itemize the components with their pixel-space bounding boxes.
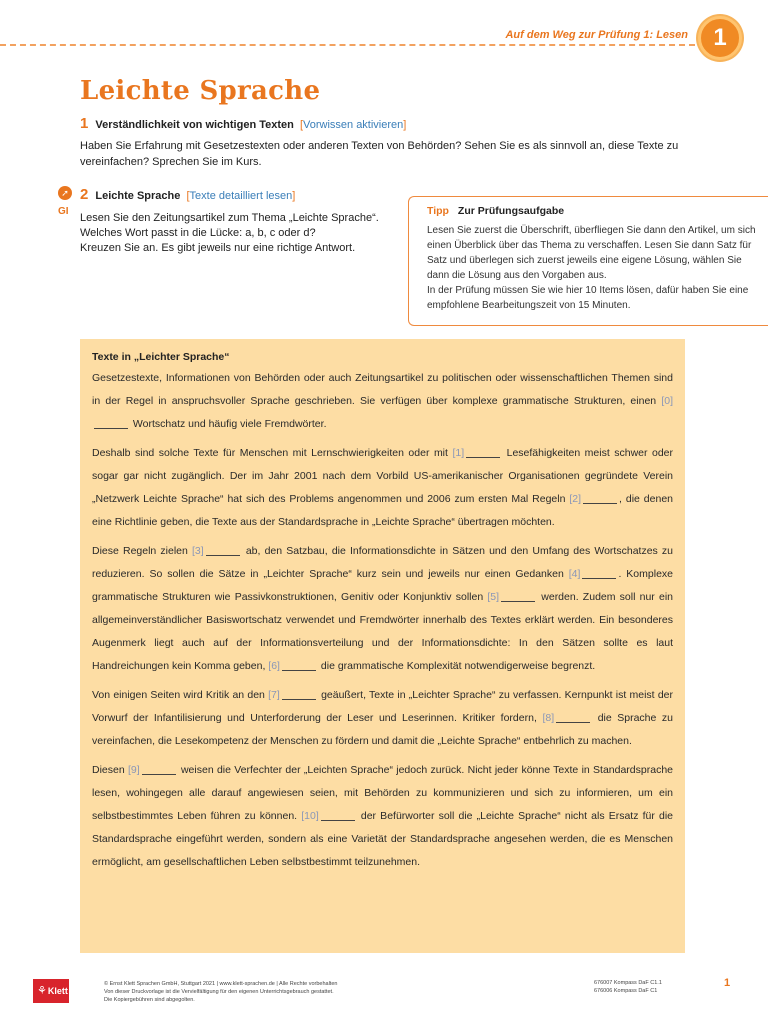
task-number: 1	[80, 115, 89, 132]
tipp-box	[408, 196, 768, 326]
instruction-line: Kreuzen Sie an. Es gibt jeweils nur eine richtige Antwort.	[80, 242, 356, 254]
task-tag-text: Texte detailliert lesen	[189, 190, 293, 202]
copyright-line: Von dieser Druckvorlage ist die Vervielfältigung für den eigenen Unterrichtsgebrauch gestattet.	[104, 989, 334, 995]
article-title: Texte in „Leichter Sprache“	[92, 351, 230, 363]
paragraph-text: Gesetzestexte, Informationen von Behörden oder auch Zeitungsartikel zu politischen oder wissenschaftlichen Themen sind in der Regel in anspruchsvoller Sprache geschrieben. Sie verfügen über komplexe grammatische Strukturen, einen	[92, 372, 673, 407]
gap-number: [8]	[542, 712, 555, 724]
gap-number: [5]	[487, 591, 500, 603]
gap-blank	[582, 570, 616, 579]
product-code: 676006 Kompass DaF C1	[594, 988, 658, 994]
paragraph-text: geäußert, Texte in „Leichter Sprache“ zu verfassen. Kernpunkt ist meist der Vorwurf der Infantilisierung und Unterforderung der Leser und Leserinnen. Kritiker fordern,	[92, 689, 673, 724]
paragraph-text: ab, den Satzbau, die Informationsdichte in Sätzen und den Umfang des Wortschatzes zu reduzieren. So sollen die Sätze in „Leichter Sprache“ kurz sein und jeweils nur einen Gedanken	[92, 545, 674, 580]
gap-blank	[94, 420, 128, 429]
gap-blank	[466, 449, 500, 458]
task-tag-text: Vorwissen aktivieren	[303, 119, 404, 131]
task-2-heading	[80, 186, 295, 203]
footer-codes	[594, 979, 662, 995]
footer-copyright	[104, 980, 424, 1004]
task-number: 2	[80, 186, 89, 203]
gap-blank	[142, 766, 176, 775]
tipp-header	[427, 205, 758, 217]
gap-blank	[321, 812, 355, 821]
gap-number: [0]	[661, 395, 673, 407]
task-1-instructions: Haben Sie Erfahrung mit Gesetzestexten oder anderen Texten von Behörden? Sehen Sie es als sinnvoll an, diese Texte zu vereinfachen? Sprechen Sie im Kurs.	[80, 140, 679, 168]
copyright-line: Die Kopiergebühren sind abgegolten.	[104, 997, 195, 1003]
gap-blank	[556, 714, 590, 723]
gap-blank	[206, 547, 240, 556]
paragraph-text: Lesefähigkeiten meist schwer oder sogar gar nicht zugänglich. Der im Jahr 2001 nach dem Vorbild US-amerikanischer Organisationen gegründete Verein „Netzwerk Leichte Sprache“ hat sich des Problems angenommen und 2006 zum ersten Mal Regeln	[92, 447, 674, 505]
klett-logo-icon: ⚘	[37, 985, 47, 997]
tipp-label: Tipp	[427, 205, 449, 217]
gi-label: GI	[58, 206, 69, 217]
paragraph-text: Diesen	[92, 764, 125, 776]
paragraph-text: Von einigen Seiten wird Kritik an den	[92, 689, 265, 701]
article-paragraph	[92, 759, 673, 874]
article-paragraph	[92, 684, 673, 753]
gap-blank	[501, 593, 535, 602]
copyright-line: © Ernst Klett Sprachen GmbH, Stuttgart 2021 | www.klett-sprachen.de | Alle Rechte vorbehalten	[104, 981, 338, 987]
paragraph-text: werden. Zudem soll nur ein allgemeinverständlicher Basiswortschatz verwendet und Fremdwörter innerhalb des Textes erklärt werden. Ein besonderes Augenmerk liegt auch auf der Informationsverteilung und der Informationsdichte: In den Sätzen sollte es laut Handreichungen kein Komma geben,	[92, 591, 674, 672]
instruction-line: Lesen Sie den Zeitungsartikel zum Thema „Leichte Sprache“.	[80, 212, 379, 224]
section-header: Auf dem Weg zur Prüfung 1: Lesen	[505, 29, 688, 41]
product-code: 676007 Kompass DaF C1.1	[594, 980, 662, 986]
paragraph-text: Wortschatz und häufig viele Fremdwörter.	[132, 418, 327, 430]
article-paragraph	[92, 442, 673, 534]
gap-blank	[583, 495, 617, 504]
paragraph-text: . Komplexe grammatische Strukturen wie Passivkonstruktionen, Genitiv oder Konjunktiv sollen	[92, 568, 673, 603]
tipp-title: Zur Prüfungsaufgabe	[457, 205, 565, 217]
gap-number: [7]	[268, 689, 280, 701]
gap-number: [9]	[127, 764, 140, 776]
tipp-text: Lesen Sie zuerst die Überschrift, überfliegen Sie dann den Artikel, um sich einen Überblick über das Thema zu verschaffen. Lesen Sie dann Satz für Satz und überlegen sich zuerst jeweils eine eigene Lösung, wählen Sie dann die Lösung aus den Vorgaben aus.	[427, 225, 756, 281]
paragraph-text: , die denen eine Richtlinie geben, die Texte aus der Standardsprache in „Leichte Sprache“ übertragen möchten.	[92, 493, 673, 528]
gap-number: [1]	[452, 447, 465, 459]
gap-number: [2]	[569, 493, 582, 505]
article-box	[80, 339, 685, 953]
chapter-badge: 1	[698, 16, 742, 60]
tipp-text: In der Prüfung müssen Sie wie hier 10 Items lösen, dafür haben Sie eine empfohlene Bearbeitungszeit von 15 Minuten.	[427, 285, 749, 311]
gap-number: [6]	[268, 660, 280, 672]
gap-blank	[282, 691, 316, 700]
paragraph-text: die Sprache zu vereinfachen, die Lesekompetenz der Menschen zu fördern und damit die „Leichte Sprache“ entbehrlich zu machen.	[92, 712, 674, 747]
gap-number: [4]	[568, 568, 581, 580]
paragraph-text: weisen die Verfechter der „Leichten Sprache“ jedoch zurück. Nicht jeder könne Texte in Standardsprache lesen, wohingegen alle darauf angewiesen seien, mit Behörden zu kommunizieren und sich zu informieren, um ein selbstbestimmtes Leben führen zu können.	[92, 764, 673, 822]
task-tag: [Vorwissen aktivieren]	[299, 119, 407, 131]
instruction-line: Welches Wort passt in die Lücke: a, b, c oder d?	[80, 227, 316, 239]
task-title: Verständlichkeit von wichtigen Texten	[95, 119, 294, 131]
gap-number: [3]	[192, 545, 204, 557]
task-tag: [Texte detailliert lesen]	[186, 190, 296, 202]
task-title: Leichte Sprache	[95, 190, 181, 202]
task-2-instructions	[80, 211, 400, 256]
page-number: 1	[724, 977, 731, 989]
article-paragraph	[92, 540, 673, 678]
paragraph-text: Deshalb sind solche Texte für Menschen mit Lernschwierigkeiten oder mit	[92, 447, 448, 459]
klett-logo	[33, 979, 69, 1003]
paragraph-text: Diese Regeln zielen	[92, 545, 188, 557]
logo-text: Klett	[47, 986, 68, 996]
gap-number: [10]	[301, 810, 319, 822]
task-1-heading	[80, 115, 406, 132]
article-paragraph	[92, 367, 673, 436]
gap-blank	[282, 662, 316, 671]
header-rule	[0, 44, 695, 46]
paragraph-text: die grammatische Komplexität notwendigerweise begrenzt.	[320, 660, 596, 672]
paragraph-text: der Befürworter soll die „Leichte Sprache“ nicht als Ersatz für die Standardsprache eingeführt werden, sondern als eine Varietät der Standardsprache angesehen werden, die es Menschen ermöglicht, am gesellschaftlichen Leben selbstbestimmt teilzunehmen.	[92, 810, 674, 868]
page-title: Leichte Sprache	[80, 76, 321, 106]
group-interaction-icon: ➚	[58, 186, 72, 200]
